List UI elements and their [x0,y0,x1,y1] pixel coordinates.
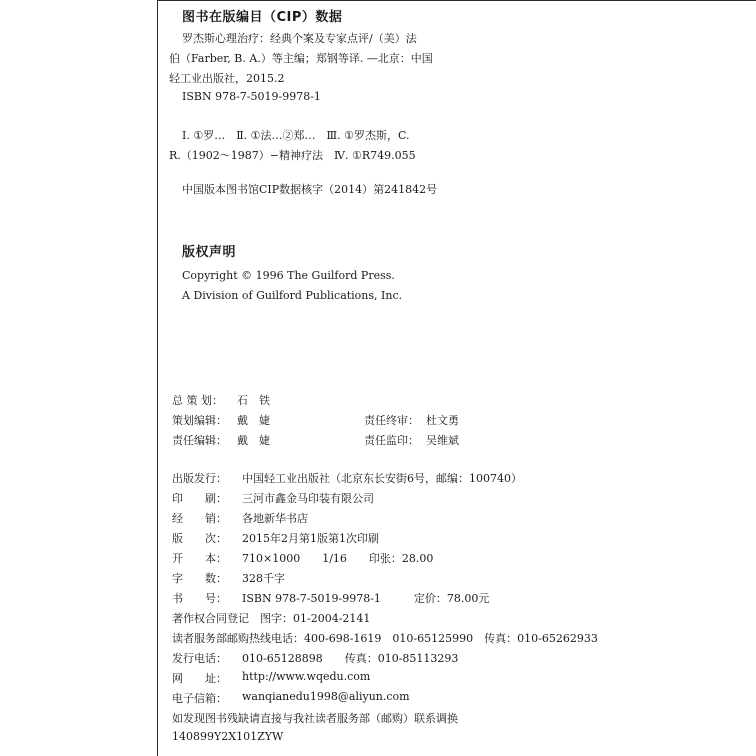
pub-value: 三河市鑫金马印装有限公司 [242,492,374,505]
pub-label: 如发现图书残缺请直接与我社读者服务部（邮购）联系调换 [172,712,458,725]
pub-value: wanqianedu1998@aliyun.com [242,690,410,703]
cip-line: 轻工业出版社，2015.2 [169,72,285,85]
pub-row [172,650,459,666]
pub-row [172,490,374,506]
pub-row [172,570,285,586]
cip-heading: 图书在版编目（CIP）数据 [182,10,343,25]
pub-value: http://www.wqedu.com [242,670,371,683]
pub-label: 字 数： [172,572,227,585]
pub-row [172,470,522,486]
copyright-heading: 版权声明 [182,245,237,260]
pub-row [172,710,458,726]
pub-row [172,690,410,706]
cip-line: 罗杰斯心理治疗：经典个案及专家点评/（美）法 [182,32,417,45]
pub-value: 各地新华书店 [242,512,308,525]
pub-value: 010-65128898 传真：010-85113293 [242,652,459,665]
staff-label: 总 策 划： [172,394,223,407]
pub-label: 读者服务部邮购热线电话：400-698-1619 010-65125990 传真：010-65262933 [172,632,598,645]
staff-row [172,392,270,408]
cip-subject-line: Ⅰ. ①罗… Ⅱ. ①法…②郑… Ⅲ. ①罗杰斯，C. [182,129,410,142]
staff-value: 杜文勇 [426,414,459,427]
staff-value: 石 铁 [237,394,270,407]
pub-row [172,610,370,626]
pub-row [172,630,598,646]
pub-value: ISBN 978-7-5019-9978-1 定价：78.00元 [242,592,490,605]
cip-catalog-note: 中国版本图书馆CIP数据核字（2014）第241842号 [182,183,438,196]
pub-row [172,530,379,546]
pub-value: 2015年2月第1版第1次印刷 [242,532,379,545]
pub-label: 出版发行： [172,472,227,485]
pub-row [172,730,283,743]
pub-print-code: 140899Y2X101ZYW [172,730,284,743]
pub-label: 经 销： [172,512,227,525]
staff-label: 责任监印： [364,434,419,447]
pub-label: 网 址： [172,672,227,685]
staff-value: 戴 婕 [237,414,270,427]
cip-subject-line: R.（1902～1987）−精神疗法 Ⅳ. ①R749.055 [169,149,416,162]
staff-value: 戴 婕 [237,434,270,447]
pub-label: 开 本： [172,552,227,565]
copyright-line: Copyright © 1996 The Guilford Press. [182,269,395,282]
pub-value: 中国轻工业出版社（北京东长安街6号，邮编：100740） [242,472,522,485]
staff-row [172,432,459,448]
cip-isbn: ISBN 978-7-5019-9978-1 [182,90,321,103]
pub-label: 书 号： [172,592,227,605]
pub-label: 著作权合同登记 图字：01-2004-2141 [172,612,371,625]
pub-row [172,590,490,606]
staff-label: 责任终审： [364,414,419,427]
pub-row [172,670,371,686]
pub-label: 发行电话： [172,652,227,665]
pub-label: 电子信箱： [172,692,227,705]
staff-value: 吴维斌 [426,434,459,447]
staff-label: 策划编辑： [172,414,227,427]
pub-label: 版 次： [172,532,227,545]
staff-label: 责任编辑： [172,434,227,447]
pub-row [172,550,434,566]
pub-label: 印 刷： [172,492,227,505]
copyright-line: A Division of Guilford Publications, Inc. [182,289,403,302]
pub-row [172,510,308,526]
cip-line: 伯（Farber, B. A.）等主编；郑钢等译. —北京：中国 [169,52,433,65]
pub-value: 328千字 [242,572,285,585]
staff-row [172,412,459,428]
pub-value: 710×1000 1/16 印张：28.00 [242,552,434,565]
